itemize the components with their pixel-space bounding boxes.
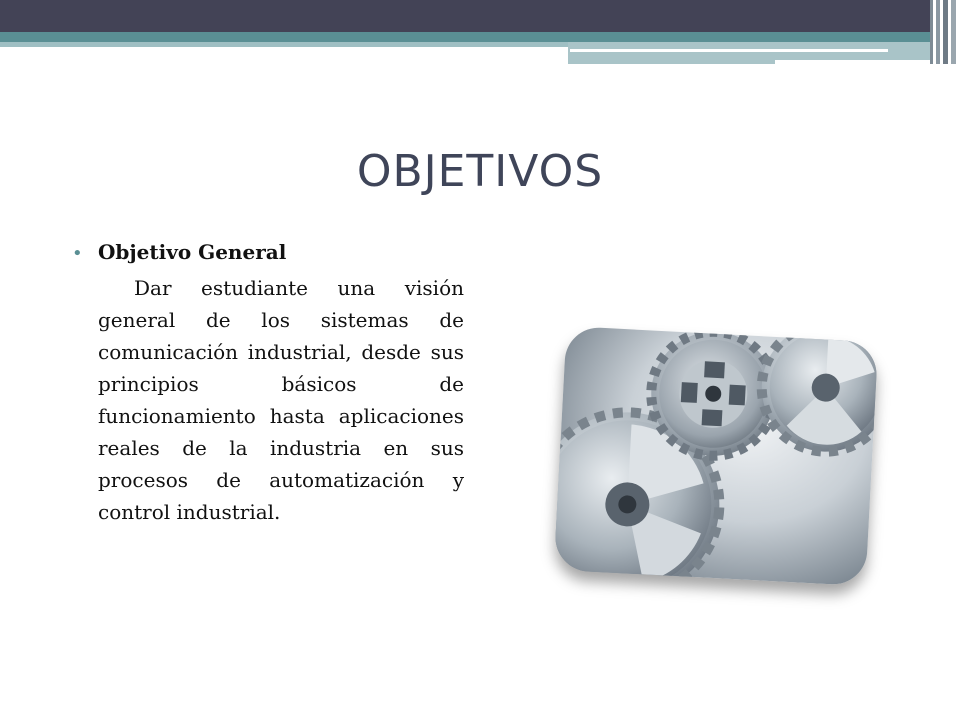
bullet-item: [72, 240, 464, 264]
topbar-white-line: [570, 49, 888, 52]
gears-image: [554, 326, 878, 586]
slide-content: [72, 240, 464, 528]
topbar-teal-band: [0, 32, 960, 42]
bullet-icon: •: [72, 243, 83, 264]
objective-paragraph: Dar estudiante una visión general de los sistemas de comunicación industrial, desde sus principios básicos de funcionamiento hasta aplicaciones reales de la industria en sus procesos de automatización y control industrial.: [98, 276, 464, 524]
gears-icon: [554, 326, 878, 586]
topbar-dark-band: [0, 0, 960, 32]
edge-stripes: [930, 0, 960, 64]
objective-heading: Objetivo General: [98, 240, 287, 264]
right-gear-shape: [758, 326, 878, 455]
slide-title: OBJETIVOS: [356, 146, 604, 197]
